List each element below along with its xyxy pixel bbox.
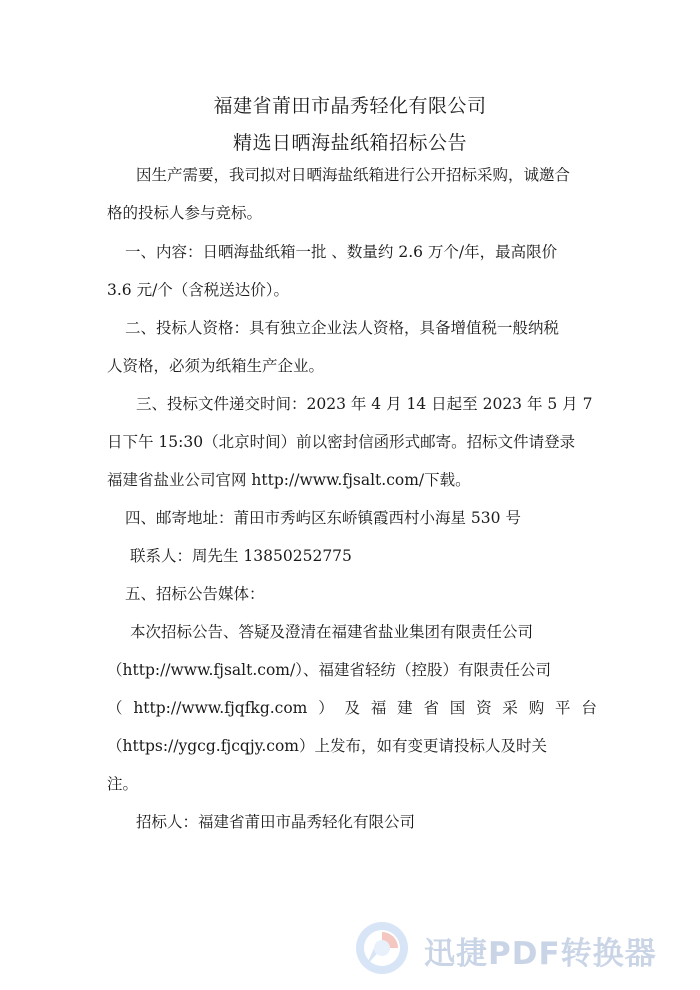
company-title: 福建省莆田市晶秀轻化有限公司 <box>213 95 487 117</box>
text-segment: 台 <box>581 699 597 717</box>
intro-line-1: 因生产需要，我司拟对日晒海盐纸箱进行公开招标采购，诚邀合 <box>136 166 571 184</box>
text-segment: 省 <box>423 699 439 717</box>
section1-line-2: 3.6 元/个（含税送达价）。 <box>107 281 290 299</box>
watermark-text: 迅捷PDF转换器 <box>424 936 657 972</box>
section2-line-2: 人资格，必须为纸箱生产企业。 <box>107 357 325 375</box>
section5-line-4: （https://ygcg.fjcqjy.com）上发布，如有变更请投标人及时关 <box>107 737 547 755</box>
section5-line-5: 注。 <box>107 775 139 793</box>
intro-line-2: 格的投标人参与竞标。 <box>107 204 263 222</box>
pdf-converter-logo-icon <box>352 916 412 976</box>
text-segment: 福 <box>370 699 387 717</box>
section3-line-1: 三、投标文件递交时间：2023 年 4 月 14 日起至 2023 年 5 月 7 <box>136 395 593 413</box>
section5-line-1: 本次招标公告、答疑及澄清在福建省盐业集团有限责任公司 <box>130 623 534 641</box>
text-segment: 平 <box>555 699 571 717</box>
signature-line: 招标人：福建省莆田市晶秀轻化有限公司 <box>136 813 416 831</box>
section1-line-1: 一、内容：日晒海盐纸箱一批 、数量约 2.6 万个/年，最高限价 <box>125 243 558 261</box>
text-segment: 建 <box>397 699 413 717</box>
text-segment: 采 <box>502 699 518 717</box>
watermark <box>352 916 692 980</box>
text-segment: ） <box>318 699 334 717</box>
section5-heading: 五、招标公告媒体： <box>125 585 265 603</box>
text-segment: 购 <box>528 699 545 717</box>
section2-line-1: 二、投标人资格：具有独立企业法人资格，具备增值税一般纳税 <box>125 319 560 337</box>
notice-title: 精选日晒海盐纸箱招标公告 <box>232 132 467 154</box>
text-segment: 国 <box>449 699 466 717</box>
section5-line-3 <box>107 698 597 718</box>
text-segment: 及 <box>344 699 361 717</box>
contact-line: 联系人：周先生 13850252775 <box>130 547 352 565</box>
text-segment: （ <box>107 699 123 717</box>
section4-address: 四、邮寄地址：莆田市秀屿区东峤镇霞西村小海星 530 号 <box>125 509 521 527</box>
section5-line-2: （http://www.fjsalt.com/）、福建省轻纺（控股）有限责任公司 <box>107 661 551 679</box>
section3-line-2: 日下午 15:30（北京时间）前以密封信函形式邮寄。招标文件请登录 <box>107 433 576 451</box>
section3-line-3: 福建省盐业公司官网 http://www.fjsalt.com/下载。 <box>107 471 471 489</box>
text-segment: 资 <box>476 699 492 717</box>
text-segment: http://www.fjqfkg.com <box>133 699 308 717</box>
